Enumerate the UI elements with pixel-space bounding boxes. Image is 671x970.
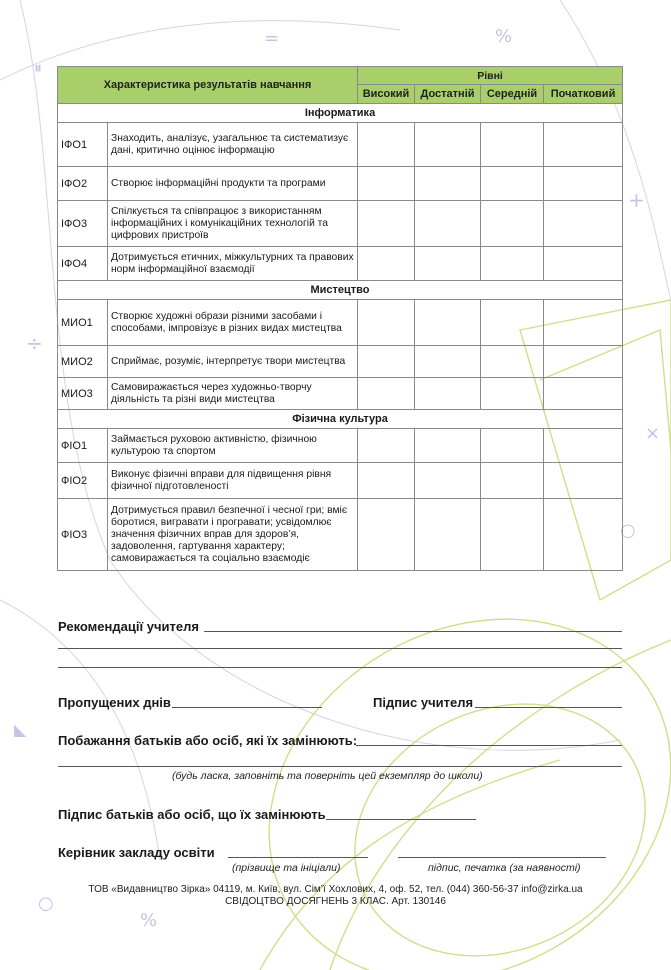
row-description: Створює художні образи різними засобами і способами, імпровізує в різних видах мистецтва	[108, 300, 358, 346]
table-row	[58, 300, 623, 346]
row-description: Знаходить, аналізує, узагальнює та систематизує дані, критично оцінює інформацію	[108, 123, 358, 167]
level-cell[interactable]	[544, 499, 623, 571]
level-cell[interactable]	[415, 167, 481, 201]
level-cell[interactable]	[481, 201, 544, 247]
teacher-signature-line[interactable]	[475, 707, 622, 708]
level-cell[interactable]	[358, 463, 415, 499]
row-description: Виконує фізичні вправи для підвищення рівня фізичної підготовленості	[108, 463, 358, 499]
level-cell[interactable]	[544, 346, 623, 378]
row-code: ІФО3	[58, 201, 108, 247]
row-code: МИО3	[58, 378, 108, 410]
level-cell[interactable]	[481, 378, 544, 410]
row-description: Спілкується та співпрацює з використанням інформаційних і комунікаційних технологій та цифрових пристроїв	[108, 201, 358, 247]
row-code: ФІО3	[58, 499, 108, 571]
level-high: Високий	[358, 85, 415, 104]
recommendations-label: Рекомендації учителя	[58, 619, 199, 634]
row-code: МИО2	[58, 346, 108, 378]
parents-wishes-line-1[interactable]	[356, 745, 622, 746]
level-cell[interactable]	[358, 346, 415, 378]
level-cell[interactable]	[544, 247, 623, 281]
section-informatics: Інформатика	[58, 104, 623, 123]
level-cell[interactable]	[544, 463, 623, 499]
percent-icon: %	[495, 26, 513, 47]
level-cell[interactable]	[415, 201, 481, 247]
level-cell[interactable]	[415, 429, 481, 463]
circle-icon: ○	[38, 893, 54, 914]
pause-icon: ⏸	[34, 58, 43, 77]
parents-signature-label: Підпис батьків або осіб, що їх замінюють	[58, 807, 326, 822]
level-cell[interactable]	[358, 201, 415, 247]
level-cell[interactable]	[358, 247, 415, 281]
level-cell[interactable]	[358, 378, 415, 410]
level-cell[interactable]	[544, 123, 623, 167]
level-cell[interactable]	[415, 123, 481, 167]
head-stamp-line[interactable]	[398, 857, 606, 858]
table-row	[58, 378, 623, 410]
row-description: Займається руховою активністю, фізичною культурою та спортом	[108, 429, 358, 463]
recommendations-line-3[interactable]	[58, 667, 622, 668]
teacher-signature-label: Підпис учителя	[373, 695, 474, 710]
certificate-info: СВІДОЦТВО ДОСЯГНЕНЬ 3 КЛАС. Арт. 130146	[225, 896, 446, 907]
level-cell[interactable]	[481, 247, 544, 281]
table-row	[58, 429, 623, 463]
level-sufficient: Достатній	[415, 85, 481, 104]
row-code: ФІО1	[58, 429, 108, 463]
level-cell[interactable]	[544, 429, 623, 463]
missed-days-label: Пропущених днів	[58, 695, 171, 710]
recommendations-line-2[interactable]	[58, 648, 622, 649]
row-description: Дотримується етичних, міжкультурних та правових норм інформаційної взаємодії	[108, 247, 358, 281]
table-row	[58, 123, 623, 167]
bookmark-icon: ◣	[14, 720, 27, 739]
recommendations-line-1[interactable]	[204, 631, 622, 632]
circle-icon: ○	[620, 520, 636, 541]
parents-wishes-hint: (будь ласка, заповніть та поверніть цей екземпляр до школи)	[172, 770, 483, 782]
level-cell[interactable]	[358, 300, 415, 346]
row-description: Самовиражається через художньо-творчу діяльність та різні види мистецтва	[108, 378, 358, 410]
equals-icon: =	[264, 28, 280, 49]
head-label: Керівник закладу освіти	[58, 845, 215, 860]
level-cell[interactable]	[415, 247, 481, 281]
divide-icon: ÷	[26, 331, 43, 355]
level-cell[interactable]	[358, 429, 415, 463]
name-hint: (прізвище та ініціали)	[232, 862, 341, 874]
level-cell[interactable]	[358, 167, 415, 201]
row-code: ІФО1	[58, 123, 108, 167]
table-row	[58, 201, 623, 247]
row-code: ІФО4	[58, 247, 108, 281]
missed-days-line[interactable]	[172, 707, 322, 708]
row-code: МИО1	[58, 300, 108, 346]
parents-signature-line[interactable]	[326, 819, 476, 820]
level-cell[interactable]	[415, 378, 481, 410]
parents-wishes-label: Побажання батьків або осіб, які їх замінюють:	[58, 733, 358, 748]
row-code: ФІО2	[58, 463, 108, 499]
multiply-icon: ×	[645, 423, 661, 444]
table-row	[58, 499, 623, 571]
learning-results-table	[57, 66, 623, 571]
percent-icon: %	[140, 910, 158, 931]
level-cell[interactable]	[544, 201, 623, 247]
publisher-info: ТОВ «Видавництво Зірка» 04119, м. Київ, вул. Сім’ї Хохлових, 4, оф. 52, тел. (044) 360-56-37 info@zirka.ua	[88, 884, 583, 895]
table-row	[58, 247, 623, 281]
level-cell[interactable]	[415, 499, 481, 571]
levels-header: Рівні	[358, 67, 623, 85]
stamp-hint: підпис, печатка (за наявності)	[428, 862, 581, 874]
parents-wishes-line-2[interactable]	[58, 766, 622, 767]
row-description: Створює інформаційні продукти та програми	[108, 167, 358, 201]
level-cell[interactable]	[481, 429, 544, 463]
level-cell[interactable]	[544, 300, 623, 346]
row-description: Сприймає, розуміє, інтерпретує твори мистецтва	[108, 346, 358, 378]
row-code: ІФО2	[58, 167, 108, 201]
level-cell[interactable]	[415, 463, 481, 499]
level-cell[interactable]	[481, 167, 544, 201]
level-cell[interactable]	[358, 123, 415, 167]
plus-icon: +	[628, 188, 645, 212]
level-cell[interactable]	[544, 167, 623, 201]
results-header: Характеристика результатів навчання	[58, 67, 358, 104]
level-cell[interactable]	[481, 346, 544, 378]
table-row	[58, 167, 623, 201]
level-cell[interactable]	[544, 378, 623, 410]
table-row	[58, 463, 623, 499]
row-description: Дотримується правил безпечної і чесної гри; вміє боротися, вигравати і програвати; усвідомлює значення фізичних вправ для здоров’я, задоволення, гартування характеру; самовиражається та соціально взаємодіє	[108, 499, 358, 571]
level-average: Середній	[481, 85, 544, 104]
section-physical-culture: Фізична культура	[58, 410, 623, 429]
level-cell[interactable]	[481, 463, 544, 499]
level-cell[interactable]	[415, 346, 481, 378]
level-cell[interactable]	[481, 123, 544, 167]
level-cell[interactable]	[481, 499, 544, 571]
level-cell[interactable]	[481, 300, 544, 346]
head-name-line[interactable]	[228, 857, 368, 858]
section-art: Мистецтво	[58, 281, 623, 300]
level-initial: Початковий	[544, 85, 623, 104]
table-row	[58, 346, 623, 378]
level-cell[interactable]	[415, 300, 481, 346]
level-cell[interactable]	[358, 499, 415, 571]
